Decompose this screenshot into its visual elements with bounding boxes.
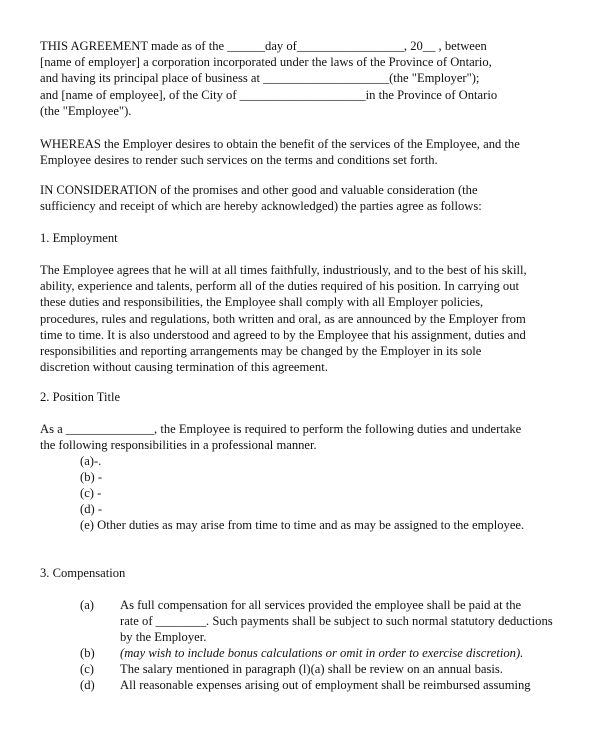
item-line: rate of ________. Such payments shall be subject to such normal statutory deductions xyxy=(120,614,553,629)
intro-paragraph xyxy=(40,38,575,119)
whereas-paragraph xyxy=(40,136,575,168)
item-label: (b) xyxy=(80,646,95,660)
section-1-line: ability, experience and talents, perform all of the duties required of his position. In carrying out xyxy=(40,279,519,294)
section-1-line: these duties and responsibilities, the Employee shall comply with all Employer policies, xyxy=(40,295,484,310)
duty-item: (b) - xyxy=(80,470,103,484)
whereas-line: WHEREAS the Employer desires to obtain the benefit of the services of the Employee, and the xyxy=(40,137,520,151)
item-text xyxy=(120,645,523,661)
section-1-line: responsibilities and reporting arrangements may be changed by the Employer in its sole xyxy=(40,343,482,358)
consideration-line: sufficiency and receipt of which are hereby acknowledged) the parties agree as follows: xyxy=(40,199,482,214)
section-1-body xyxy=(40,262,575,375)
intro-line: and having its principal place of business at ____________________(the "Employer"); xyxy=(40,71,480,86)
compensation-item-d xyxy=(80,677,560,693)
section-2-heading xyxy=(40,389,575,405)
whereas-line: Employee desires to render such services on the terms and conditions set forth. xyxy=(40,153,438,168)
section-heading: 3. Compensation xyxy=(40,566,126,580)
item-text xyxy=(120,597,553,646)
compensation-item-a xyxy=(80,597,560,646)
section-2-body xyxy=(40,421,575,453)
item-line: by the Employer. xyxy=(120,630,207,645)
consideration-paragraph xyxy=(40,182,575,214)
item-text xyxy=(120,677,531,693)
item-line: The salary mentioned in paragraph (l)(a) shall be review on an annual basis. xyxy=(120,662,503,676)
duty-item: (d) - xyxy=(80,502,103,516)
section-2-line: the following responsibilities in a professional manner. xyxy=(40,438,317,453)
section-1-line: The Employee agrees that he will at all times faithfully, industriously, and to the best of his skill, xyxy=(40,263,527,277)
intro-line: [name of employer] a corporation incorporated under the laws of the Province of Ontario, xyxy=(40,55,492,70)
duty-item: (e) Other duties as may arise from time to time and as may be assigned to the employee. xyxy=(80,518,525,532)
item-line: All reasonable expenses arising out of employment shall be reimbursed assuming xyxy=(120,678,531,692)
intro-line: (the "Employee"). xyxy=(40,103,132,118)
consideration-line: IN CONSIDERATION of the promises and other good and valuable consideration (the xyxy=(40,183,478,197)
item-line: (may wish to include bonus calculations or omit in order to exercise discretion). xyxy=(120,646,524,660)
intro-line: THIS AGREEMENT made as of the ______day of_________________, 20__ , between xyxy=(40,39,487,53)
item-line: As full compensation for all services provided the employee shall be paid at the xyxy=(120,598,522,612)
section-3-heading xyxy=(40,565,575,581)
section-1-heading xyxy=(40,230,575,246)
section-1-line: procedures, rules and regulations, both written and oral, as are announced by the Employer from xyxy=(40,311,526,326)
item-label: (a) xyxy=(80,598,94,612)
section-1-line: time to time. It is also understood and agreed to by the Employee that his assignment, duties and xyxy=(40,327,526,342)
duty-item: (a)-. xyxy=(80,454,102,468)
intro-line: and [name of employee], of the City of ____________________in the Province of Ontario xyxy=(40,87,498,102)
item-label: (d) xyxy=(80,678,95,692)
duty-item: (c) - xyxy=(80,486,102,500)
section-2-line: As a ______________, the Employee is required to perform the following duties and undertake xyxy=(40,422,522,436)
compensation-item-b xyxy=(80,645,560,661)
compensation-item-c xyxy=(80,661,560,677)
section-heading: 1. Employment xyxy=(40,231,118,245)
section-1-line: discretion without causing termination of this agreement. xyxy=(40,360,328,375)
item-text xyxy=(120,661,503,677)
section-heading: 2. Position Title xyxy=(40,390,121,404)
item-label: (c) xyxy=(80,662,94,676)
